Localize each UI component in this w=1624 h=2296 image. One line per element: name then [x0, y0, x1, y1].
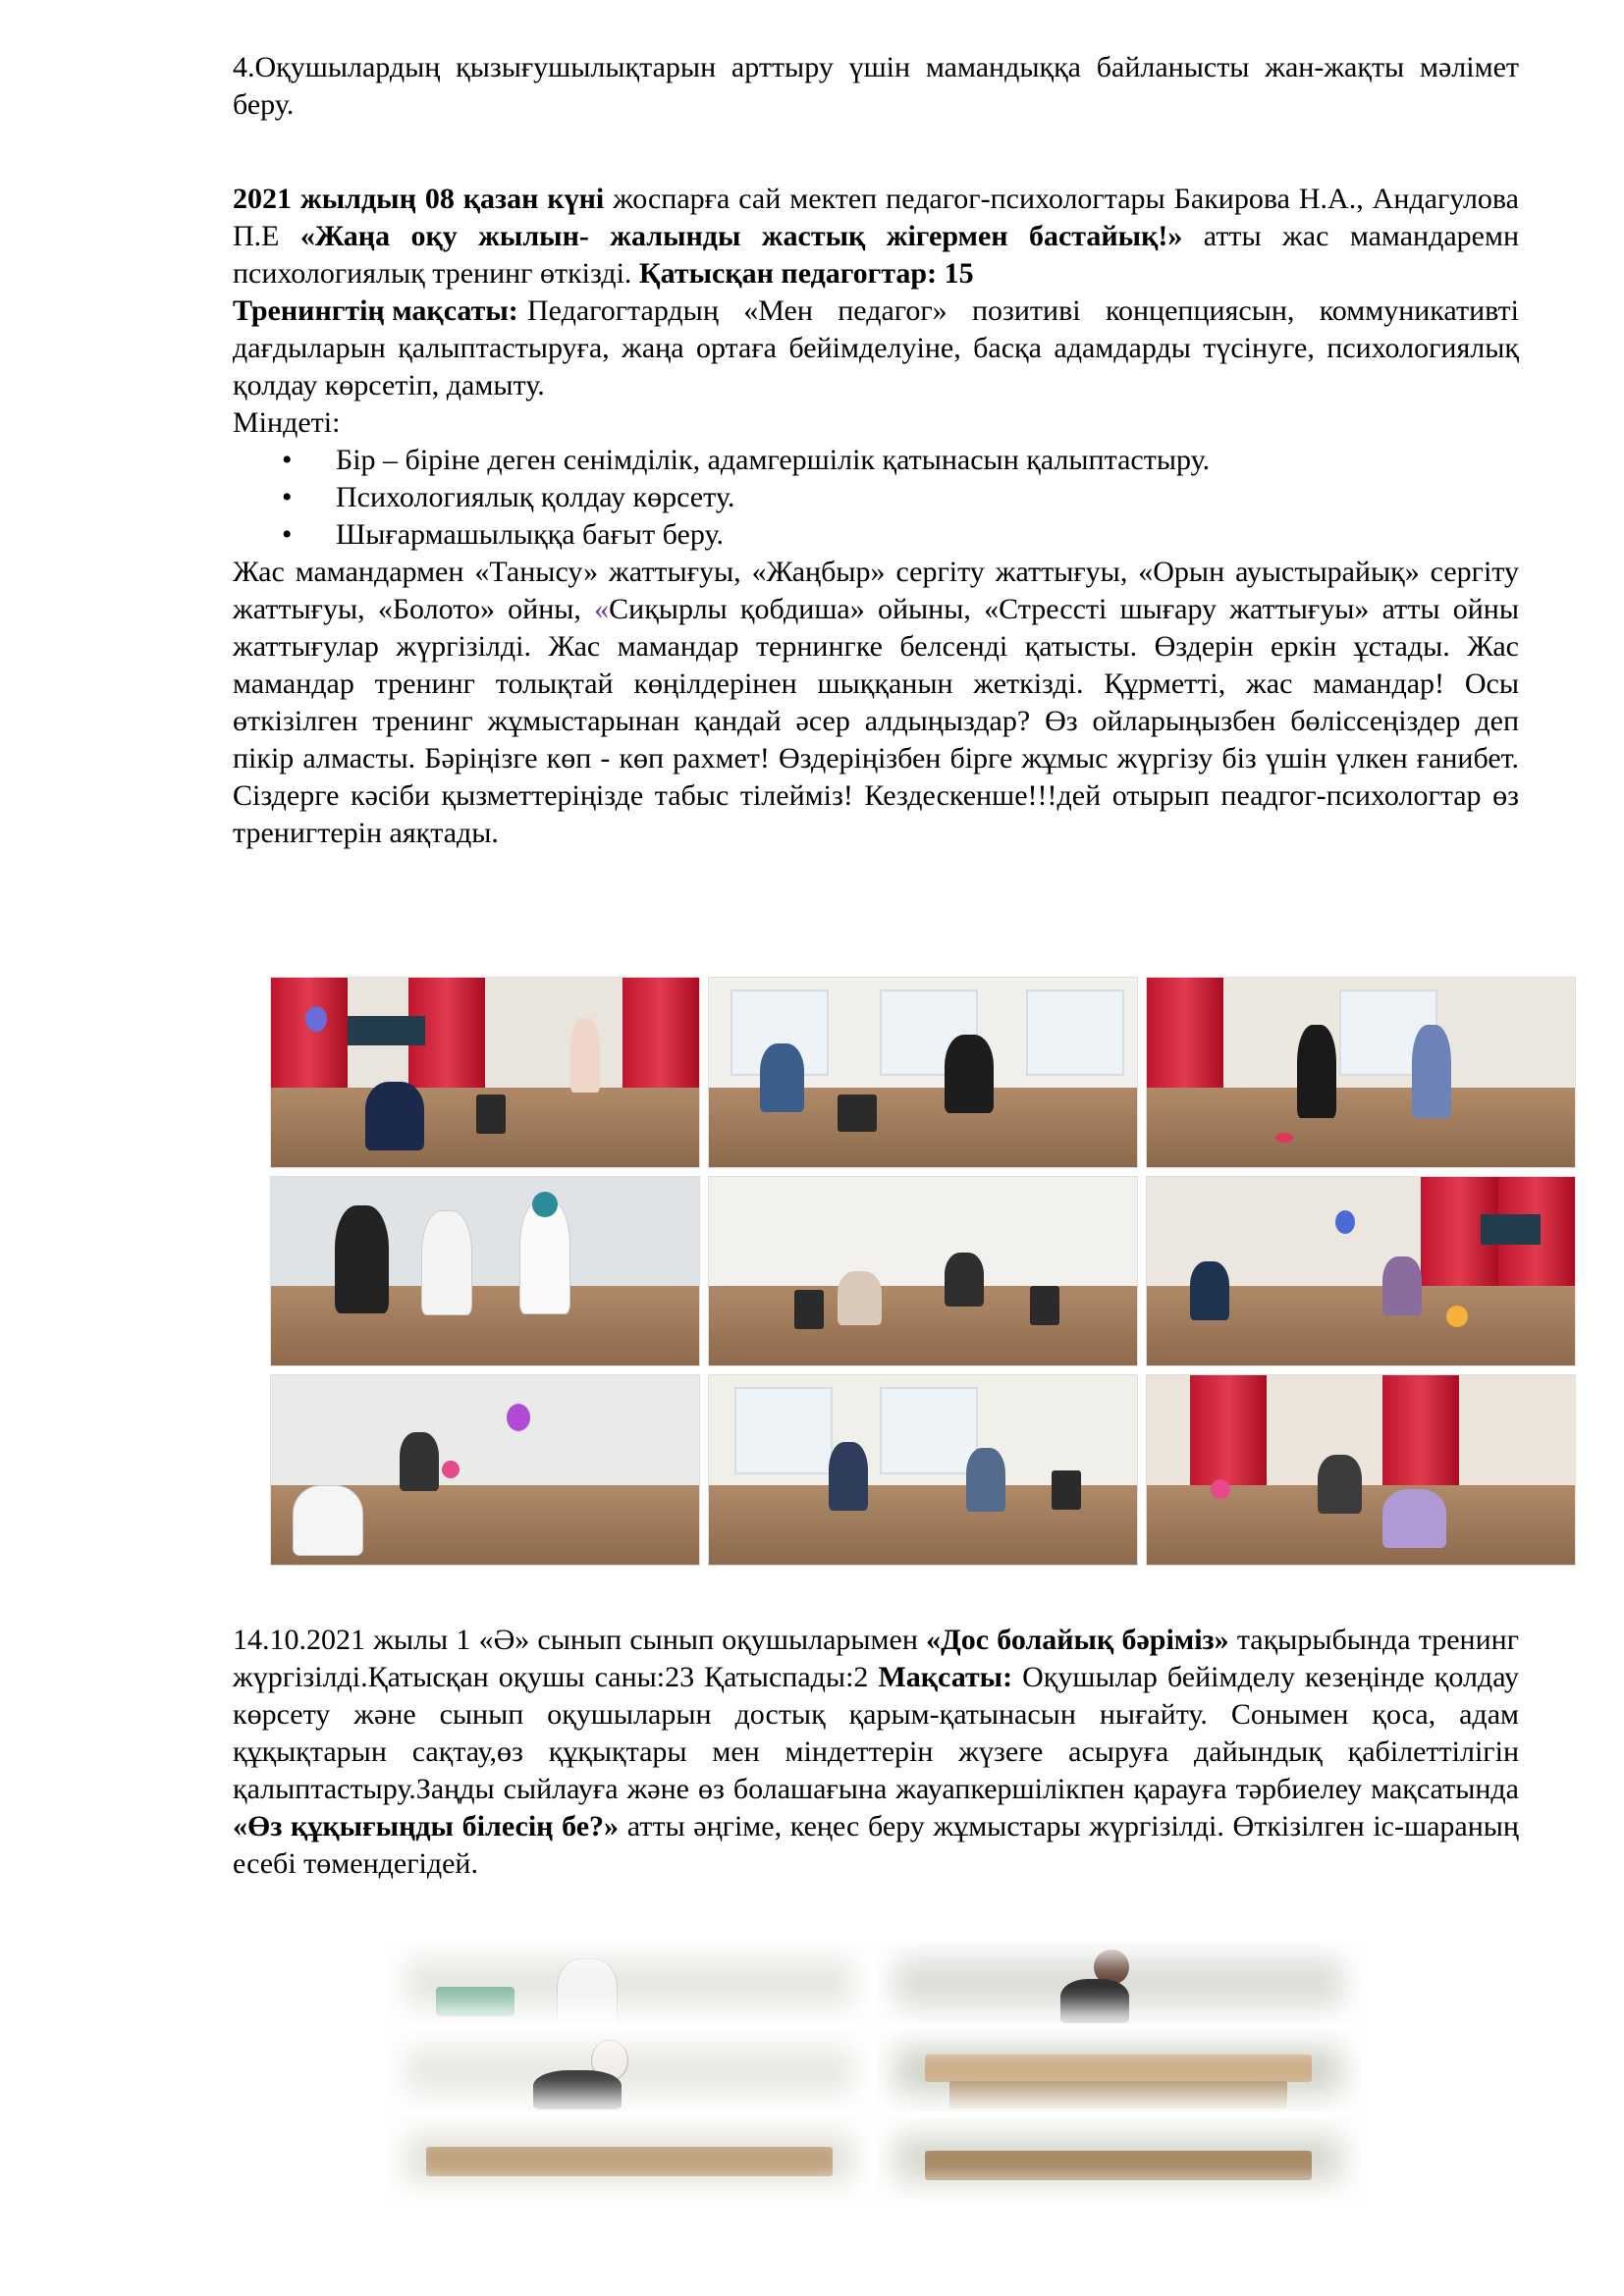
- paragraph-item-4: 4.Оқушылардың қызығушылықтарын арттыру үшін мамандыққа байланысты жан-жақты мәлімет беру.: [233, 51, 1519, 121]
- training-1-participants: Қатысқан педагогтар: 15: [638, 257, 974, 290]
- photo-grid-training-2: [388, 1942, 1360, 2200]
- photo-training-2: [708, 977, 1138, 1168]
- photo-grid-training-1: [270, 977, 1576, 1566]
- training-2-text-c: атты әңгіме, кеңес беру жұмыстары жүргізілді. Өткізілген іс-шараның есебі төмендегідей.: [233, 1810, 1519, 1880]
- training-2-text-a: тақырыбында тренинг жүргізілді.Қатысқан оқушы саны:23 Қатыспады:2: [233, 1624, 1519, 1693]
- training-1-text-a: жоспарға сай мектеп педагог-психологтары Бакирова Н.А., Андагулова П.Е: [233, 183, 1520, 252]
- training-1-body-b: Сиқырлы қобдиша» ойыны, «Стрессті шығару жаттығуы» атты ойны жаттығулар жүргізілді. Жас мамандар тернингке белсенді қатысты. Өздерін еркін ұстады. Жас мамандар тренинг толықтай көңілдерінен шыққанын жеткізді. Құрметті, жас мамандар! Осы өткізілген тренинг жұмыстарынан қандай әсер алдыңыздар? Өз ойларыңызбен бөліссеңіздер деп пікір алмасты. Бәріңізге көп - көп рахмет! Өздеріңізбен бірге жұмыс жүргізу біз үшін үлкен ғанибет. Сіздерге кәсіби қызметтеріңізде табыс тілейміз! Кездескенше!!!дей отырып пеадгог-психологтар өз тренигтерін аяқтады.: [233, 593, 1519, 849]
- photo-class-5: [388, 2117, 871, 2200]
- document-body-training-2: [233, 1622, 1519, 1883]
- photo-training-7: [270, 1374, 700, 1566]
- photo-class-3: [388, 2030, 871, 2112]
- spacer: [233, 124, 1519, 181]
- photo-class-1: [388, 1942, 871, 2024]
- training-2-text-b: Оқушылар бейімделу кезеңінде қолдау көрсету және сынып оқушыларын достық қарым-қатынасын нығайту. Сонымен қоса, адам құқықтарын сақтау,өз құқықтары мен міндеттерін жүзеге асыруға дайындық қабілеттілігін қалыптастыру.Заңды сыйлауға және өз болашағына жауапкершілікпен қарауға тәрбиелеу мақсатында: [233, 1661, 1519, 1805]
- training-2-goal-label: Мақсаты:: [878, 1661, 1013, 1693]
- training-1-goal-text: Педагогтардың «Мен педагог» позитиві концепциясын, коммуникативті дағдыларын қалыптастыруға, жаңа ортаға бейімделуіне, басқа адамдарды түсінуге, психологиялық қолдау көрсетіп, дамыту.: [233, 294, 1519, 401]
- photo-training-6: [1146, 1176, 1576, 1367]
- photo-training-4: [270, 1176, 700, 1367]
- training-2-intro: 14.10.2021 жылы 1 «Ә» сынып сынып оқушыларымен: [233, 1624, 927, 1656]
- photo-class-6: [877, 2117, 1360, 2200]
- task-item: • Психологиялық қолдау көрсету.: [282, 479, 1519, 516]
- training-1-body: [233, 554, 1519, 852]
- photo-training-8: [708, 1374, 1138, 1566]
- photo-class-4: [877, 2030, 1360, 2112]
- photo-training-3: [1146, 977, 1576, 1168]
- training-1-tasks-label: Міндеті:: [233, 406, 341, 439]
- training-1-body-a: Жас мамандармен «Танысу» жаттығуы, «Жаңбыр» сергіту жаттығуы, «Орын ауыстырайық» сергіту жаттығуы, «Болото» ойны,: [233, 556, 1519, 625]
- photo-training-1: [270, 977, 700, 1168]
- photo-training-9: [1146, 1374, 1576, 1566]
- training-1-title: «Жаңа оқу жылын- жалынды жастық жігермен бастайық!»: [299, 220, 1183, 252]
- task-item: • Шығармашылыққа бағыт беру.: [282, 516, 1519, 554]
- task-item: • Бір – біріне деген сенімділік, адамгершілік қатынасын қалыптастыру.: [282, 442, 1519, 479]
- training-2-paragraph: [233, 1622, 1519, 1883]
- training-1-goal-label: Тренингтің мақсаты:: [233, 294, 518, 327]
- training-1-body-quote: «: [594, 593, 610, 625]
- training-1-goal: [233, 293, 1519, 404]
- training-2-talk-title: «Өз құқығыңды білесің бе?»: [233, 1810, 620, 1842]
- training-1-paragraph: [233, 181, 1519, 293]
- photo-training-5: [708, 1176, 1138, 1367]
- training-1-task-list: [233, 442, 1519, 554]
- training-2-title: «Дос болайық бәріміз»: [926, 1624, 1229, 1656]
- training-1-text-b: атты жас мамандаремн психологиялық тренинг өткізді.: [233, 220, 1520, 290]
- document-body: [233, 49, 1519, 852]
- photo-class-2: [877, 1942, 1360, 2024]
- training-1-date: 2021 жылдың 08 қазан күні: [233, 183, 605, 215]
